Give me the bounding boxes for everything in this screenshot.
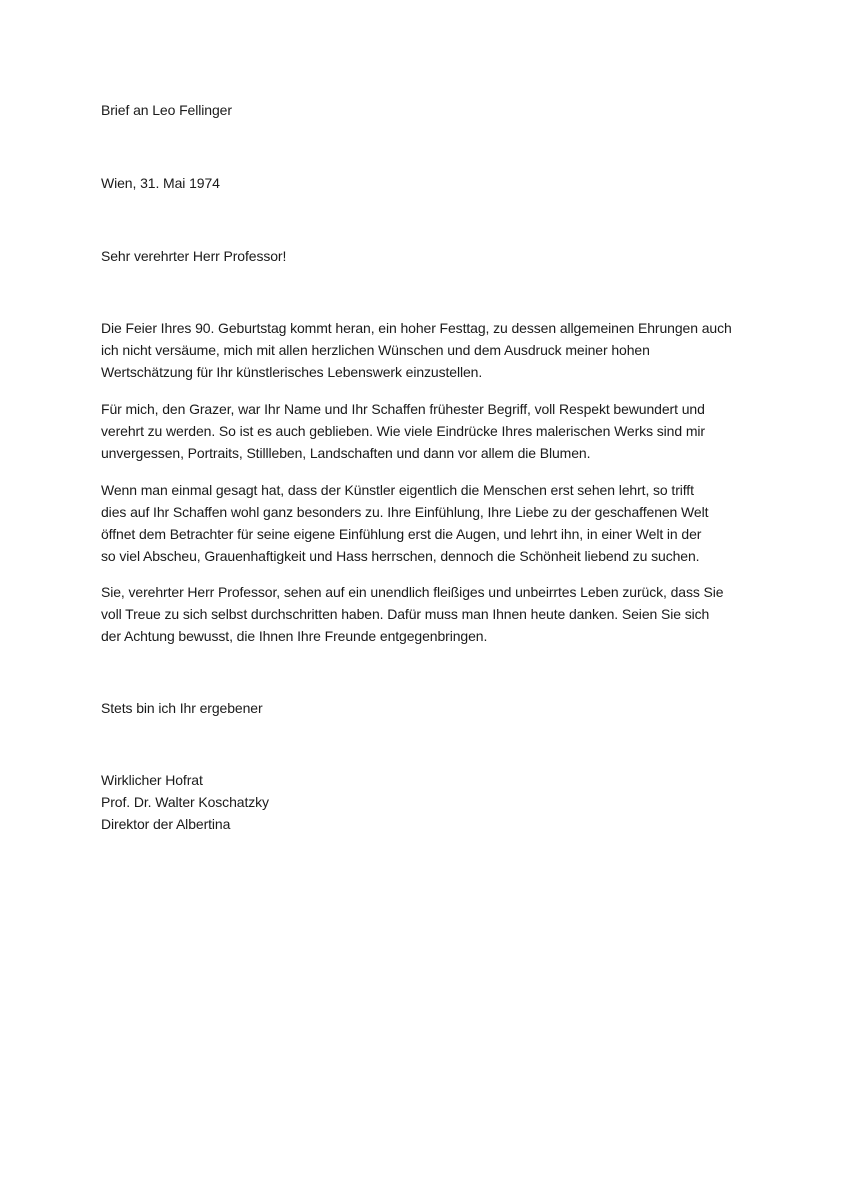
body-paragraph-2 [101, 398, 761, 464]
letter-date: Wien, 31. Mai 1974 [101, 175, 220, 191]
paragraph-line: Für mich, den Grazer, war Ihr Name und Ihr Schaffen frühester Begriff, voll Respekt bewundert und [101, 401, 705, 417]
signature-name: Prof. Dr. Walter Koschatzky [101, 794, 269, 810]
paragraph-line: unvergessen, Portraits, Stillleben, Landschaften und dann vor allem die Blumen. [101, 445, 591, 461]
signature-block [101, 769, 761, 835]
paragraph-line: Wertschätzung für Ihr künstlerisches Lebenswerk einzustellen. [101, 364, 483, 380]
paragraph-line: öffnet dem Betrachter für seine eigene Einfühlung erst die Augen, und lehrt ihn, in einer Welt in der [101, 526, 702, 542]
signature-position: Direktor der Albertina [101, 816, 231, 832]
signature-title: Wirklicher Hofrat [101, 772, 203, 788]
letter-closing: Stets bin ich Ihr ergebener [101, 700, 263, 716]
letter-salutation: Sehr verehrter Herr Professor! [101, 248, 287, 264]
letter-title: Brief an Leo Fellinger [101, 102, 232, 118]
paragraph-line: voll Treue zu sich selbst durchschritten haben. Dafür muss man Ihnen heute danken. Seien Sie sich [101, 606, 710, 622]
paragraph-line: verehrt zu werden. So ist es auch geblieben. Wie viele Eindrücke Ihres malerischen Werks sind mir [101, 423, 705, 439]
paragraph-line: ich nicht versäume, mich mit allen herzlichen Wünschen und dem Ausdruck meiner hohen [101, 342, 650, 358]
paragraph-line: der Achtung bewusst, die Ihnen Ihre Freunde entgegenbringen. [101, 628, 488, 644]
paragraph-line: so viel Abscheu, Grauenhaftigkeit und Hass herrschen, dennoch die Schönheit liebend zu suchen. [101, 548, 700, 564]
body-paragraph-4 [101, 581, 761, 647]
body-paragraph-3 [101, 479, 761, 567]
paragraph-line: Sie, verehrter Herr Professor, sehen auf ein unendlich fleißiges und unbeirrtes Leben zurück, dass Sie [101, 584, 724, 600]
paragraph-line: dies auf Ihr Schaffen wohl ganz besonders zu. Ihre Einfühlung, Ihre Liebe zu der geschaffenen Welt [101, 504, 709, 520]
body-paragraph-1 [101, 317, 761, 383]
paragraph-line: Die Feier Ihres 90. Geburtstag kommt heran, ein hoher Festtag, zu dessen allgemeinen Ehrungen auch [101, 320, 732, 336]
paragraph-line: Wenn man einmal gesagt hat, dass der Künstler eigentlich die Menschen erst sehen lehrt, so trifft [101, 482, 694, 498]
